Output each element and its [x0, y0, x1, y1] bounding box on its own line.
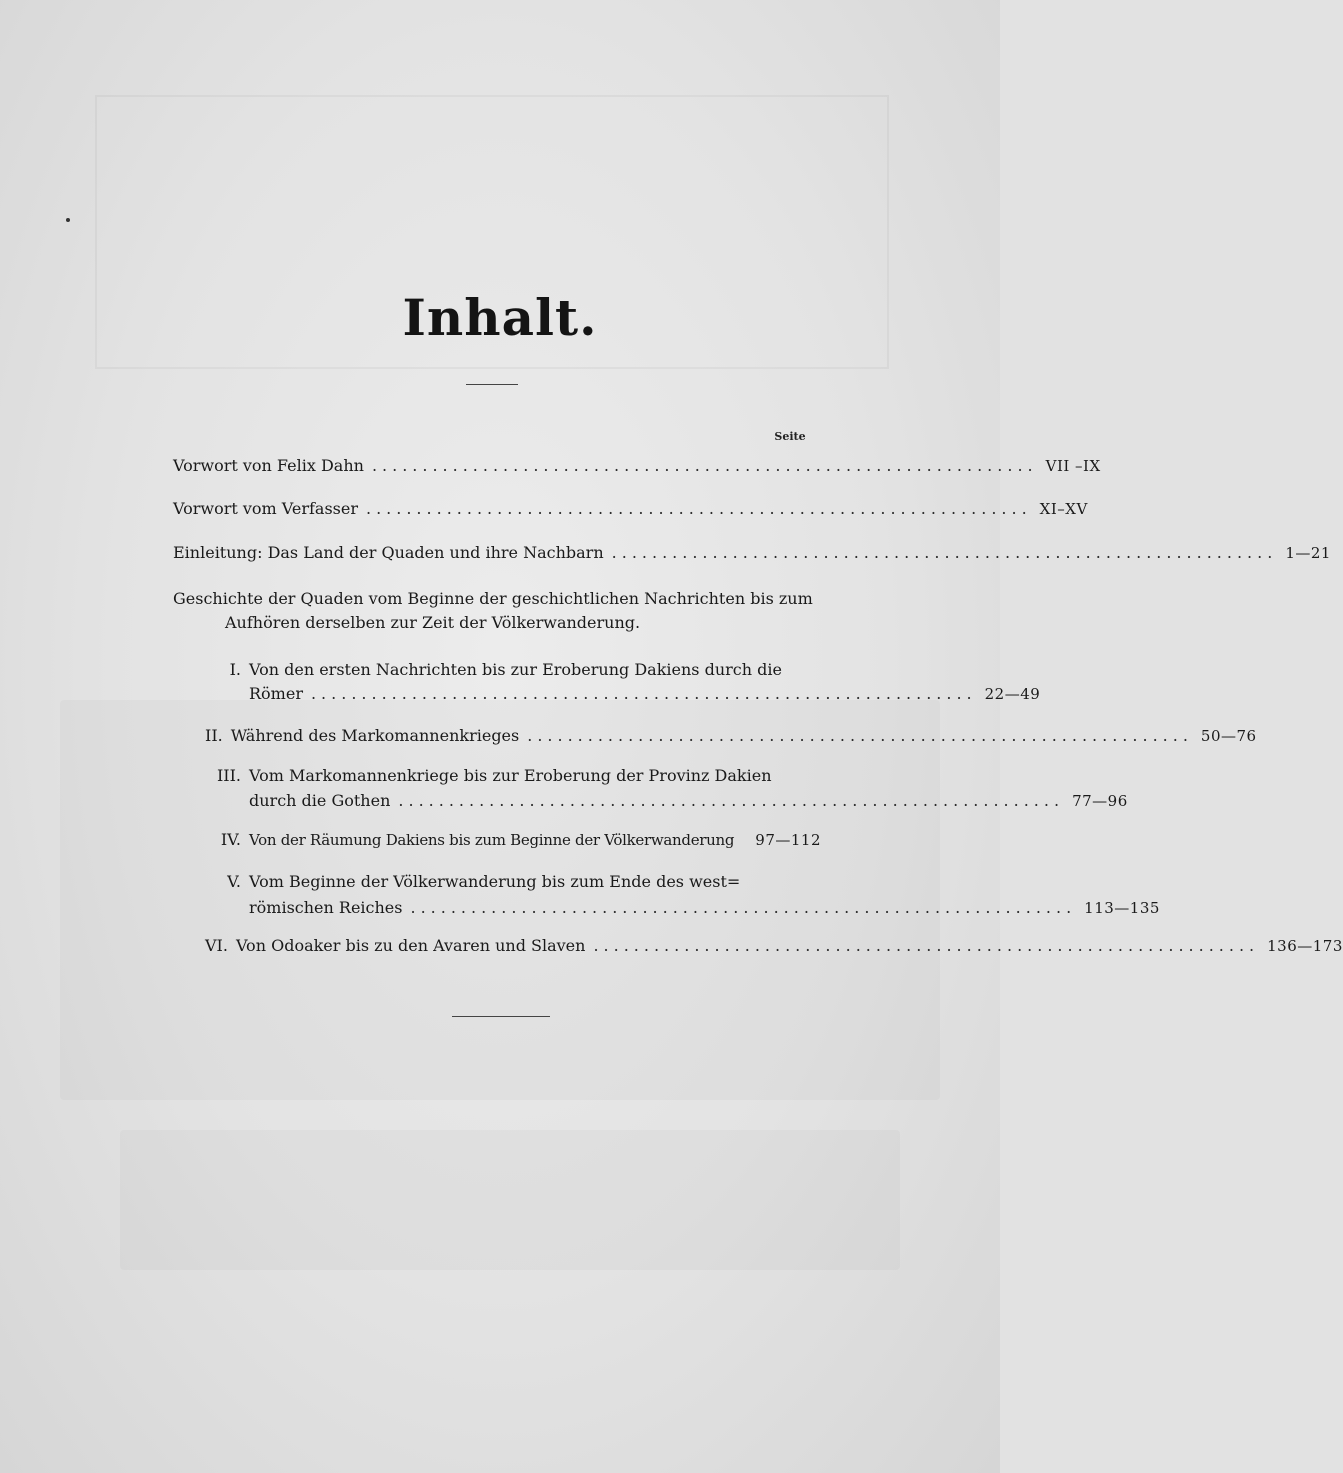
toc-entry-pages: 1—21 [1285, 544, 1331, 562]
chapter-number: V. [227, 872, 241, 891]
chapter-title: Vom Markomannenkriege bis zur Eroberung der Provinz Dakien [249, 766, 772, 785]
toc-entry-title: Einleitung: Das Land der Quaden und ihre Nachbarn [173, 543, 604, 562]
leader-dots: .................................................................. [611, 543, 1278, 562]
chapter-pages: 22—49 [984, 685, 1041, 703]
toc-entry [173, 499, 1088, 519]
toc-section-heading-line2: Aufhören derselben zur Zeit der Völkerwanderung. [225, 613, 641, 632]
chapter-title: Vom Beginne der Völkerwanderung bis zum Ende des west= [249, 872, 741, 891]
toc-chapter-line1 [205, 660, 821, 680]
chapter-title: Von Odoaker bis zu den Avaren und Slaven [235, 936, 586, 955]
chapter-number: III. [216, 766, 241, 785]
toc-chapter [205, 830, 821, 850]
toc-section-heading-line1: Geschichte der Quaden vom Beginne der geschichtlichen Nachrichten bis zum [173, 589, 813, 608]
title-rule [466, 384, 518, 385]
toc-chapter [205, 936, 1343, 956]
page-title: Inhalt. [402, 288, 598, 347]
chapter-title-cont: Römer [249, 684, 303, 703]
toc-chapter-line2 [249, 684, 1041, 704]
chapter-number: VI. [205, 936, 228, 955]
chapter-title-cont: durch die Gothen [249, 791, 391, 810]
chapter-title: Während des Markomannenkrieges [230, 726, 520, 745]
page-column-label: Seite [774, 430, 806, 443]
toc-entry-pages: XI–XV [1039, 500, 1088, 518]
closing-rule [452, 1016, 550, 1017]
leader-dots: .................................................................. [366, 499, 1032, 518]
toc-chapter-line1 [205, 766, 821, 786]
chapter-pages: 113—135 [1084, 899, 1160, 917]
leader-dots: .................................................................. [410, 898, 1077, 917]
toc-entry-title: Vorwort von Felix Dahn [173, 456, 364, 475]
chapter-pages: 77—96 [1072, 792, 1128, 810]
chapter-number: I. [229, 660, 241, 679]
toc-chapter-line2 [249, 791, 1128, 811]
leader-dots: .................................................................. [593, 936, 1260, 955]
chapter-title-cont: römischen Reiches [249, 898, 403, 917]
leader-dots: .................................................................. [371, 456, 1038, 475]
toc-entry-pages: VII –IX [1045, 457, 1101, 475]
chapter-number: II. [205, 726, 223, 745]
chapter-title: Von der Räumung Dakiens bis zum Beginne der Völkerwanderung [249, 831, 735, 849]
toc-chapter-line2 [249, 898, 1160, 918]
leader-dots: .................................................................. [398, 791, 1065, 810]
chapter-title: Von den ersten Nachrichten bis zur Eroberung Dakiens durch die [249, 660, 782, 679]
chapter-number: IV. [220, 830, 241, 849]
toc-chapter [205, 726, 1257, 746]
leader-dots: .................................................................. [527, 726, 1193, 745]
leader-dots: .................................................................. [310, 684, 977, 703]
toc-entry [173, 543, 1331, 563]
toc-chapter-line1 [205, 872, 821, 892]
toc-entry [173, 456, 1101, 476]
chapter-pages: 97—112 [755, 831, 821, 849]
show-through-block [120, 1130, 900, 1270]
toc-entry-title: Vorwort vom Verfasser [173, 499, 358, 518]
chapter-pages: 136—173 [1267, 937, 1343, 955]
chapter-pages: 50—76 [1200, 727, 1257, 745]
paper-speck [66, 218, 70, 222]
